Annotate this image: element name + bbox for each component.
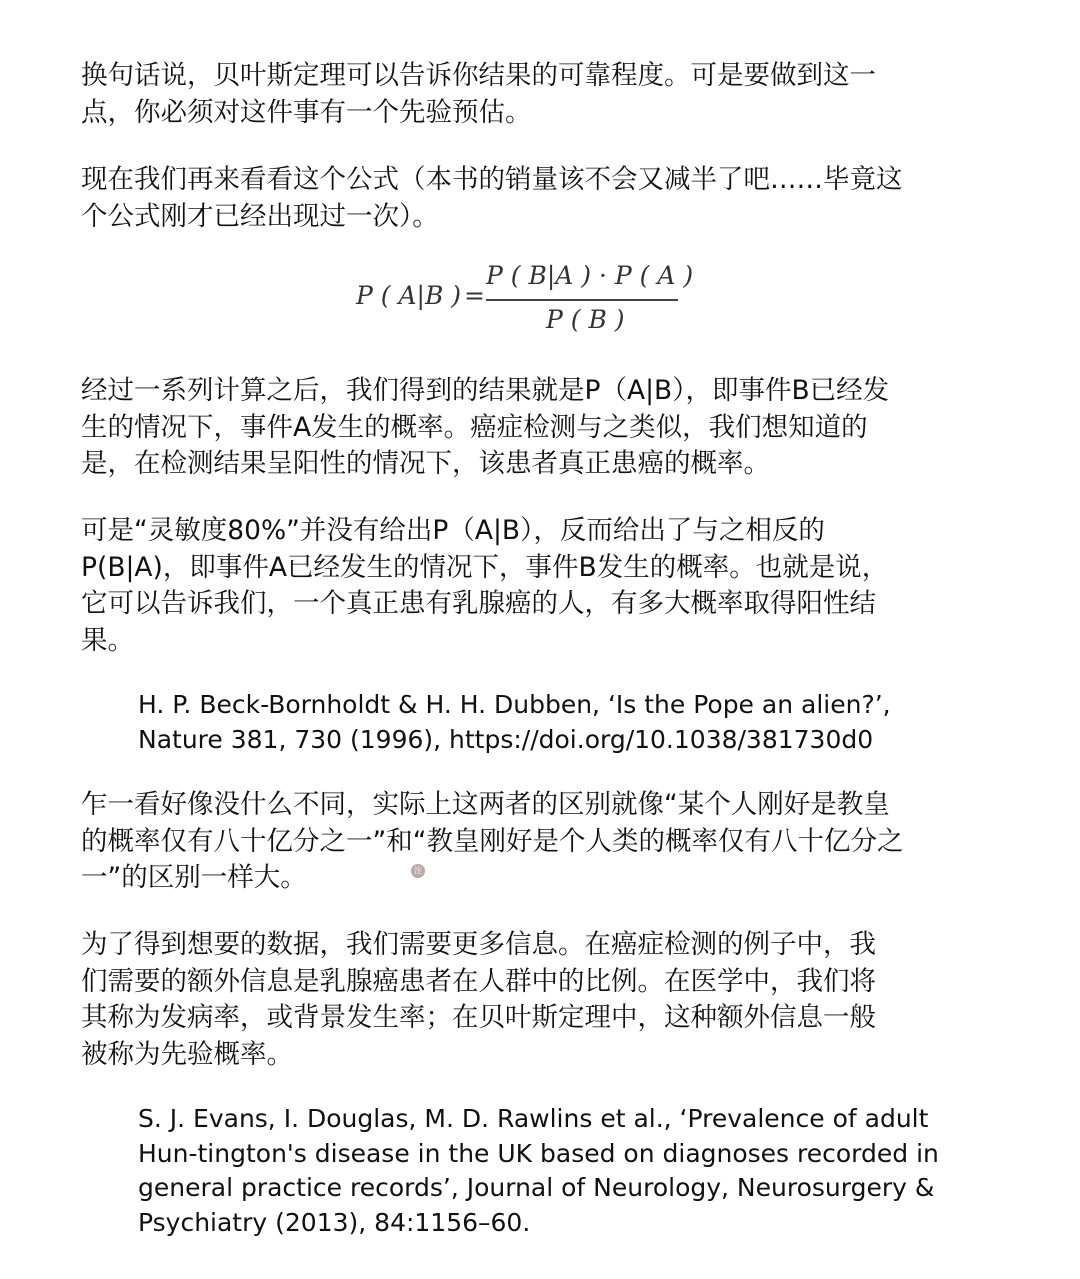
paragraph-line: 一”的区别一样大。 — [81, 862, 307, 893]
paragraph-3 — [81, 373, 981, 483]
reference-1 — [138, 688, 978, 757]
paragraph-line: 经过一系列计算之后，我们得到的结果就是P（A|B），即事件B已经发 — [81, 375, 890, 406]
paragraph-line: P(B|A)，即事件A已经发生的情况下，事件B发生的概率。也就是说， — [81, 551, 889, 583]
reference-line: general practice records’, Journal of Neurology, Neurosurgery & — [138, 1173, 935, 1202]
paragraph-line: 乍一看好像没什么不同，实际上这两者的区别就像“某个人刚好是教皇 — [81, 789, 890, 820]
paragraph-line: 可是“灵敏度80%”并没有给出P（A|B），反而给出了与之相反的 — [81, 515, 825, 546]
paragraph-line: 其称为发病率，或背景发生率；在贝叶斯定理中，这种额外信息一般 — [81, 1002, 876, 1033]
paragraph-line: 为了得到想要的数据，我们需要更多信息。在癌症检测的例子中，我 — [81, 929, 876, 960]
reference-line: Nature 381, 730 (1996), https://doi.org/10.1038/381730d0 — [138, 724, 874, 754]
paragraph-line: 生的情况下，事件A发生的概率。癌症检测与之类似，我们想知道的 — [81, 411, 868, 443]
reference-line: S. J. Evans, I. Douglas, M. D. Rawlins et al., ‘Prevalence of adult — [138, 1104, 929, 1133]
bayes-formula — [356, 255, 696, 345]
paragraph-line: 点，你必须对这件事有一个先验预估。 — [81, 96, 532, 128]
paragraph-2 — [81, 162, 981, 235]
paragraph-1 — [81, 58, 981, 131]
paragraph-line: 果。 — [81, 624, 134, 656]
footnote-marker-icon[interactable]: 注 — [411, 864, 425, 878]
paragraph-5 — [81, 787, 981, 897]
paragraph-line: 它可以告诉我们，一个真正患有乳腺癌的人，有多大概率取得阳性结 — [81, 588, 876, 619]
paragraph-line: 现在我们再来看看这个公式（本书的销量该不会又减半了吧……毕竟这 — [81, 164, 903, 195]
reference-2 — [138, 1102, 978, 1240]
reference-line: Hun-tington's disease in the UK based on diagnoses recorded in — [138, 1138, 939, 1168]
paragraph-line: 被称为先验概率。 — [81, 1038, 293, 1070]
formula-denominator: P ( B ) — [546, 305, 625, 334]
reference-line: H. P. Beck-Bornholdt & H. H. Dubben, ‘Is the Pope an alien?’, — [138, 690, 891, 719]
fraction-bar — [486, 299, 678, 301]
paragraph-line: 们需要的额外信息是乳腺癌患者在人群中的比例。在医学中，我们将 — [81, 965, 876, 997]
paragraph-line: 个公式刚才已经出现过一次）。 — [81, 200, 439, 232]
paragraph-line: 是，在检测结果呈阳性的情况下，该患者真正患癌的概率。 — [81, 448, 770, 479]
formula-numerator: P ( B|A ) · P ( A ) — [486, 261, 694, 290]
paragraph-4 — [81, 513, 981, 659]
paragraph-line: 换句话说，贝叶斯定理可以告诉你结果的可靠程度。可是要做到这一 — [81, 60, 876, 91]
formula-lhs: P ( A|B ) — [356, 281, 462, 310]
reference-line: Psychiatry (2013), 84:1156–60. — [138, 1207, 531, 1237]
formula-equals: = — [464, 281, 485, 310]
paragraph-6 — [81, 927, 981, 1073]
paragraph-line: 的概率仅有八十亿分之一”和“教皇刚好是个人类的概率仅有八十亿分之 — [81, 825, 904, 857]
